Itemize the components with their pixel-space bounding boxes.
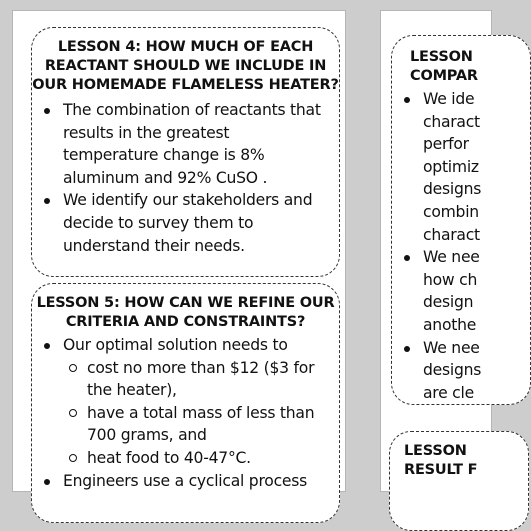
lesson-4-title (32, 38, 339, 95)
sub-list-item (63, 447, 331, 470)
text-line: designs (423, 361, 482, 380)
lesson-comparison-bullets (398, 88, 530, 404)
text-line: 700 grams, and (87, 426, 207, 445)
text-line: charact (423, 112, 480, 131)
lesson-result-card (389, 431, 529, 531)
lesson-comparison-card (391, 35, 531, 405)
text-line: results in the greatest (63, 123, 230, 142)
title-line: RESULT F (404, 462, 478, 478)
text-line: how ch (423, 270, 478, 289)
title-line: LESSON 5: HOW CAN WE REFINE OUR (36, 295, 335, 311)
sub-list-item (63, 357, 331, 402)
text-line: heat food to 40-47°C. (87, 448, 251, 467)
title-line: OUR HOMEMADE FLAMELESS HEATER? (32, 77, 339, 93)
list-item (398, 246, 530, 336)
title-line: COMPAR (410, 68, 478, 84)
list-item (38, 99, 331, 189)
list-item (38, 189, 331, 257)
lesson-comparison-title (392, 48, 530, 86)
lesson-5-bullets (38, 334, 331, 492)
sub-list-item (63, 402, 331, 447)
text-line: We nee (423, 338, 480, 357)
list-item (38, 334, 331, 470)
text-line: design (423, 293, 474, 312)
lesson-5-card (31, 283, 340, 523)
title-line: REACTANT SHOULD WE INCLUDE IN (44, 58, 327, 74)
lesson-4-bullets (38, 99, 331, 257)
text-line: Our optimal solution needs to (63, 336, 288, 354)
right-panel (380, 10, 492, 492)
text-line: cost no more than $12 ($3 for (87, 358, 315, 377)
text-line: optimiz (423, 157, 479, 176)
sub-bullets (63, 357, 331, 470)
text-line: decide to survey them to (63, 213, 254, 232)
text-line: anothe (423, 315, 477, 334)
text-line: perfor (423, 135, 469, 154)
text-line: The combination of reactants that (63, 101, 321, 119)
title-line: LESSON (404, 443, 467, 459)
lesson-5-title (32, 294, 339, 332)
lesson-result-title (390, 442, 528, 480)
title-line: LESSON (410, 49, 473, 65)
text-line: temperature change is 8% (63, 146, 265, 165)
title-line: LESSON 4: HOW MUCH OF EACH (57, 39, 314, 55)
lesson-4-card (31, 27, 340, 277)
text-line: have a total mass of less than (87, 403, 315, 422)
text-line: Engineers use a cyclical process (63, 471, 307, 490)
left-panel (12, 10, 346, 492)
text-line: are cle (423, 383, 474, 402)
text-line: combin (423, 202, 479, 221)
list-item (398, 88, 530, 246)
title-line: CRITERIA AND CONSTRAINTS? (65, 314, 306, 330)
text-line: designs (423, 180, 482, 199)
text-line: charact (423, 225, 480, 244)
text-line: We identify our stakeholders and (63, 191, 313, 210)
text-line: understand their needs. (63, 236, 245, 255)
list-item (38, 470, 331, 493)
text-line: aluminum and 92% CuSO . (63, 168, 268, 187)
text-line: the heater), (87, 381, 177, 400)
list-item (398, 337, 530, 405)
text-line: We nee (423, 248, 480, 267)
text-line: We ide (423, 90, 475, 108)
